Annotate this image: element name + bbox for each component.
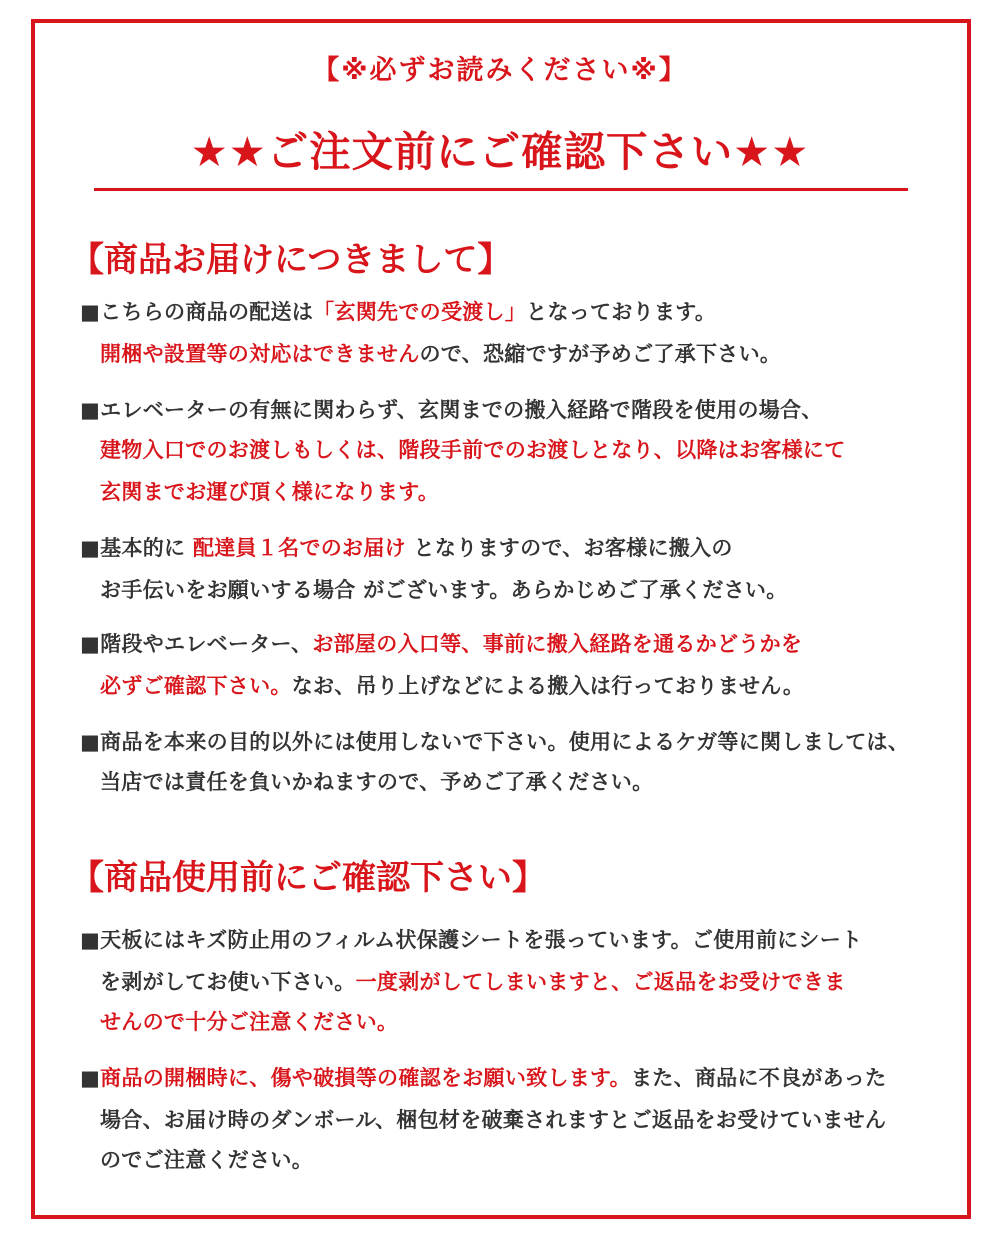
notice-heading: 【※必ずお読みください※】	[312, 55, 688, 86]
text-line	[80, 532, 733, 562]
red-border-frame	[31, 19, 971, 1219]
highlight-run: お部屋の入口等、事前に搬入経路を通るかどうかを	[312, 632, 803, 656]
highlight-run: 「玄関先での受渡し」	[313, 300, 527, 324]
text-run: ■エレベーターの有無に関わらず、玄関までの搬入経路で階段を使用の場合、	[80, 398, 823, 422]
text-line	[80, 924, 862, 954]
headline: ★★ご注文前にご確認下さい★★	[190, 128, 810, 176]
text-run: ので、恐縮ですが予めご了承下さい。	[419, 342, 782, 366]
text-run: 場合、お届け時のダンボール、梱包材を破棄されますとご返品をお受けていません	[100, 1108, 887, 1132]
text-line	[80, 726, 909, 756]
text-run: ■	[80, 1066, 101, 1090]
text-run: となりますので、お客様に搬入の	[405, 536, 733, 560]
text-run: を剥がしてお使い下さい。	[100, 970, 356, 994]
text-run: なお、吊り上げなどによる搬入は行っておりません。	[291, 674, 805, 698]
text-line	[100, 766, 653, 796]
text-run: ■基本的に	[80, 536, 193, 560]
text-run: また、商品に不良があった	[630, 1066, 887, 1090]
text-run: ■商品を本来の目的以外には使用しないで下さい。使用によるケガ等に関しましては、	[80, 730, 910, 754]
highlight-run: 必ずご確認下さい。	[100, 674, 292, 698]
text-line	[80, 628, 802, 658]
text-line	[100, 1006, 398, 1036]
highlight-run: 開梱や設置等の対応はできません	[100, 342, 420, 366]
text-line	[100, 1144, 313, 1174]
text-run: ■天板にはキズ防止用のフィルム状保護シートを張っています。ご使用前にシート	[80, 928, 863, 952]
highlight-run: せんので十分ご注意ください。	[100, 1010, 399, 1034]
text-run: ■階段やエレベーター、	[80, 632, 313, 656]
text-line	[100, 1104, 886, 1134]
text-line	[100, 338, 781, 368]
text-run: ■こちらの商品の配送は	[80, 300, 314, 324]
text-line	[100, 670, 804, 700]
text-line	[100, 574, 788, 604]
text-run: となっております。	[526, 300, 717, 324]
highlight-run: 商品の開梱時に、傷や破損等の確認をお願い致します。	[100, 1066, 631, 1090]
highlight-run: 一度剥がしてしまいますと、ご返品をお受けできま	[355, 970, 846, 994]
text-line	[80, 394, 823, 424]
text-run: のでご注意ください。	[100, 1148, 313, 1172]
text-line	[100, 434, 846, 464]
section-title-delivery: 【商品お届けにつきまして】	[70, 240, 512, 280]
text-line	[80, 1062, 886, 1092]
headline-underline	[94, 188, 908, 191]
highlight-run: 玄関までお運び頂く様になります。	[100, 480, 440, 504]
text-line	[100, 966, 846, 996]
text-line	[100, 476, 439, 506]
highlight-run: 建物入口でのお渡しもしくは、階段手前でのお渡しとなり、以降はお客様にて	[100, 438, 846, 462]
section-title-before-use: 【商品使用前にご確認下さい】	[70, 858, 546, 898]
text-line	[80, 296, 716, 326]
text-run: お手伝いをお願いする場合 がございます。あらかじめご了承ください。	[100, 578, 788, 602]
highlight-run: 配達員１名でのお届け	[192, 536, 406, 560]
text-run: 当店では責任を負いかねますので、予めご了承ください。	[100, 770, 654, 794]
